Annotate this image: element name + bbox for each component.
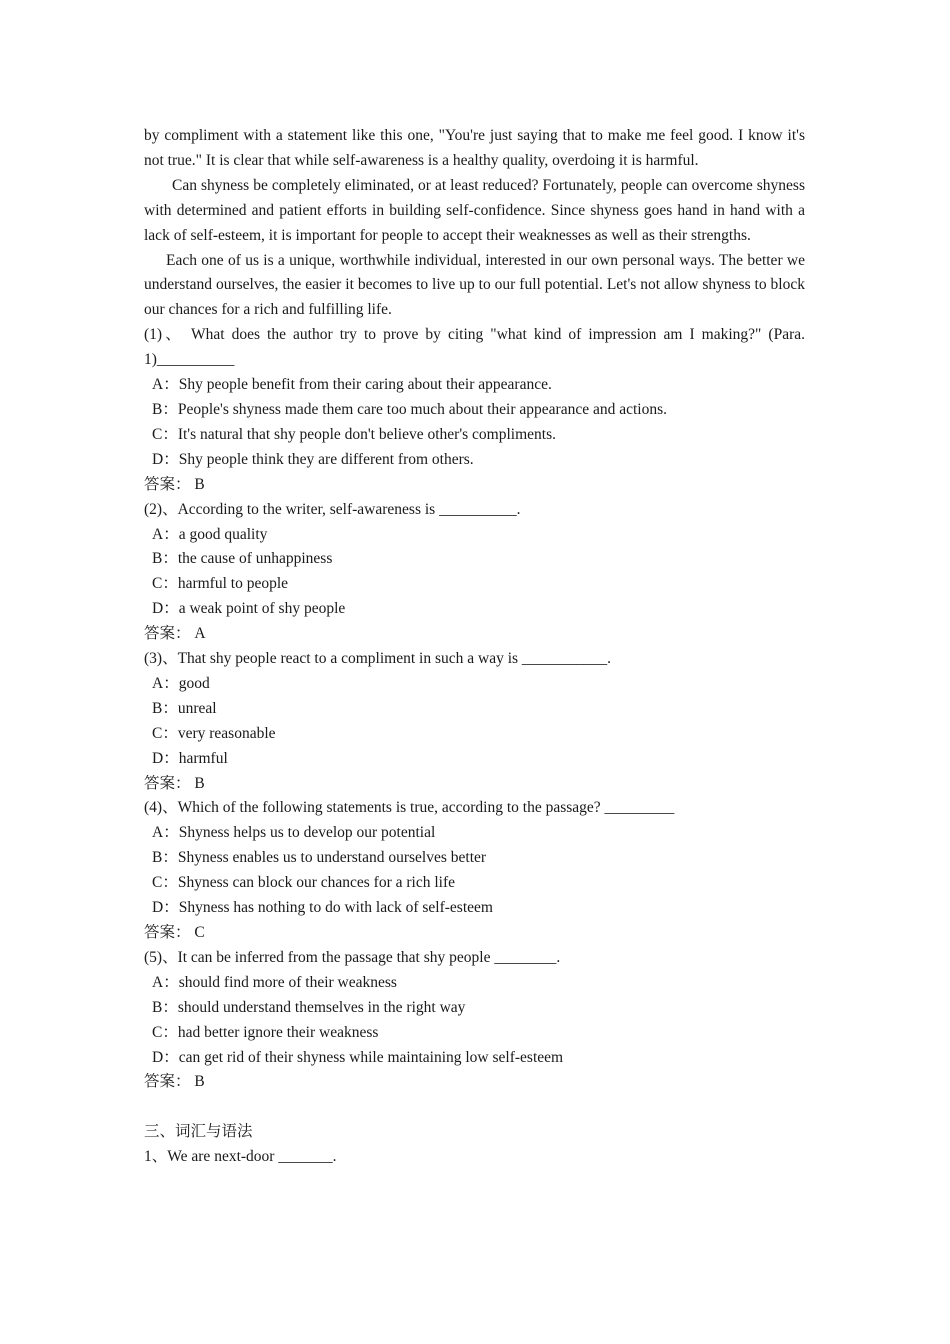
option-b: B：should understand themselves in the right way bbox=[152, 998, 466, 1016]
section-title: 三、词汇与语法 bbox=[144, 1123, 253, 1141]
passage-paragraph-2: Can shyness be completely eliminated, or at least reduced? Fortunately, people can overcome shyness with determined and patient efforts in building self-confidence. Since shyness goes hand in hand with a lack of self-esteem, it is important for people to accept their weaknesses as well as their strengths. bbox=[144, 176, 805, 244]
question-4 bbox=[144, 796, 805, 945]
answer: 答案： B bbox=[144, 475, 205, 493]
question-stem: (4)、Which of the following statements is true, according to the passage? _________ bbox=[144, 799, 675, 817]
question-stem: (5)、It can be inferred from the passage that shy people ________. bbox=[144, 948, 561, 966]
answer: 答案： C bbox=[144, 924, 205, 941]
question-2 bbox=[144, 498, 805, 647]
question-1 bbox=[144, 323, 805, 497]
answer: 答案： B bbox=[144, 1073, 205, 1091]
passage-paragraph-1: by compliment with a statement like this one, "You're just saying that to make me feel good. I know it's not true." It is clear that while self-awareness is a healthy quality, overdoing it is harmful. bbox=[144, 127, 805, 169]
answer: 答案： A bbox=[144, 625, 206, 643]
option-c: C：harmful to people bbox=[152, 575, 289, 593]
option-a: A：Shy people benefit from their caring about their appearance. bbox=[152, 376, 552, 394]
option-a: A：Shyness helps us to develop our potential bbox=[152, 824, 436, 842]
option-d: D：harmful bbox=[152, 749, 228, 767]
document-page bbox=[144, 124, 805, 1170]
answer: 答案： B bbox=[144, 774, 205, 792]
section-spacer bbox=[144, 1095, 805, 1120]
option-c: C：Shyness can block our chances for a rich life bbox=[152, 874, 456, 892]
option-d: D：a weak point of shy people bbox=[152, 600, 346, 618]
option-b: B：Shyness enables us to understand ourselves better bbox=[152, 849, 487, 867]
option-a: A：should find more of their weakness bbox=[152, 973, 397, 991]
option-c: C：had better ignore their weakness bbox=[152, 1023, 379, 1041]
option-d: D：can get rid of their shyness while maintaining low self-esteem bbox=[152, 1048, 564, 1066]
option-b: B：People's shyness made them care too much about their appearance and actions. bbox=[152, 400, 667, 418]
question-stem: (1)、 What does the author try to prove by citing "what kind of impression am I making?" (Para. 1)__________ bbox=[144, 326, 805, 369]
option-b: B：unreal bbox=[152, 699, 217, 717]
option-c: C：It's natural that shy people don't believe other's compliments. bbox=[152, 425, 556, 443]
option-b: B：the cause of unhappiness bbox=[152, 550, 333, 568]
option-d: D：Shyness has nothing to do with lack of self-esteem bbox=[152, 899, 493, 917]
question-3 bbox=[144, 647, 805, 796]
passage-paragraph-3: Each one of us is a unique, worthwhile individual, interested in our own personal ways. The better we understand ourselves, the easier it becomes to live up to our full potential. Let's not allow shyness to block our chances for a rich and fulfilling life. bbox=[144, 251, 805, 319]
question-stem: (3)、That shy people react to a compliment in such a way is ___________. bbox=[144, 650, 612, 668]
question-stem: (2)、According to the writer, self-awareness is __________. bbox=[144, 500, 521, 518]
option-a: A：a good quality bbox=[152, 525, 268, 543]
option-a: A：good bbox=[152, 674, 210, 692]
option-c: C：very reasonable bbox=[152, 724, 276, 742]
question-5 bbox=[144, 946, 805, 1095]
option-d: D：Shy people think they are different from others. bbox=[152, 450, 474, 468]
section-question-1: 1、We are next-door _______. bbox=[144, 1148, 337, 1166]
